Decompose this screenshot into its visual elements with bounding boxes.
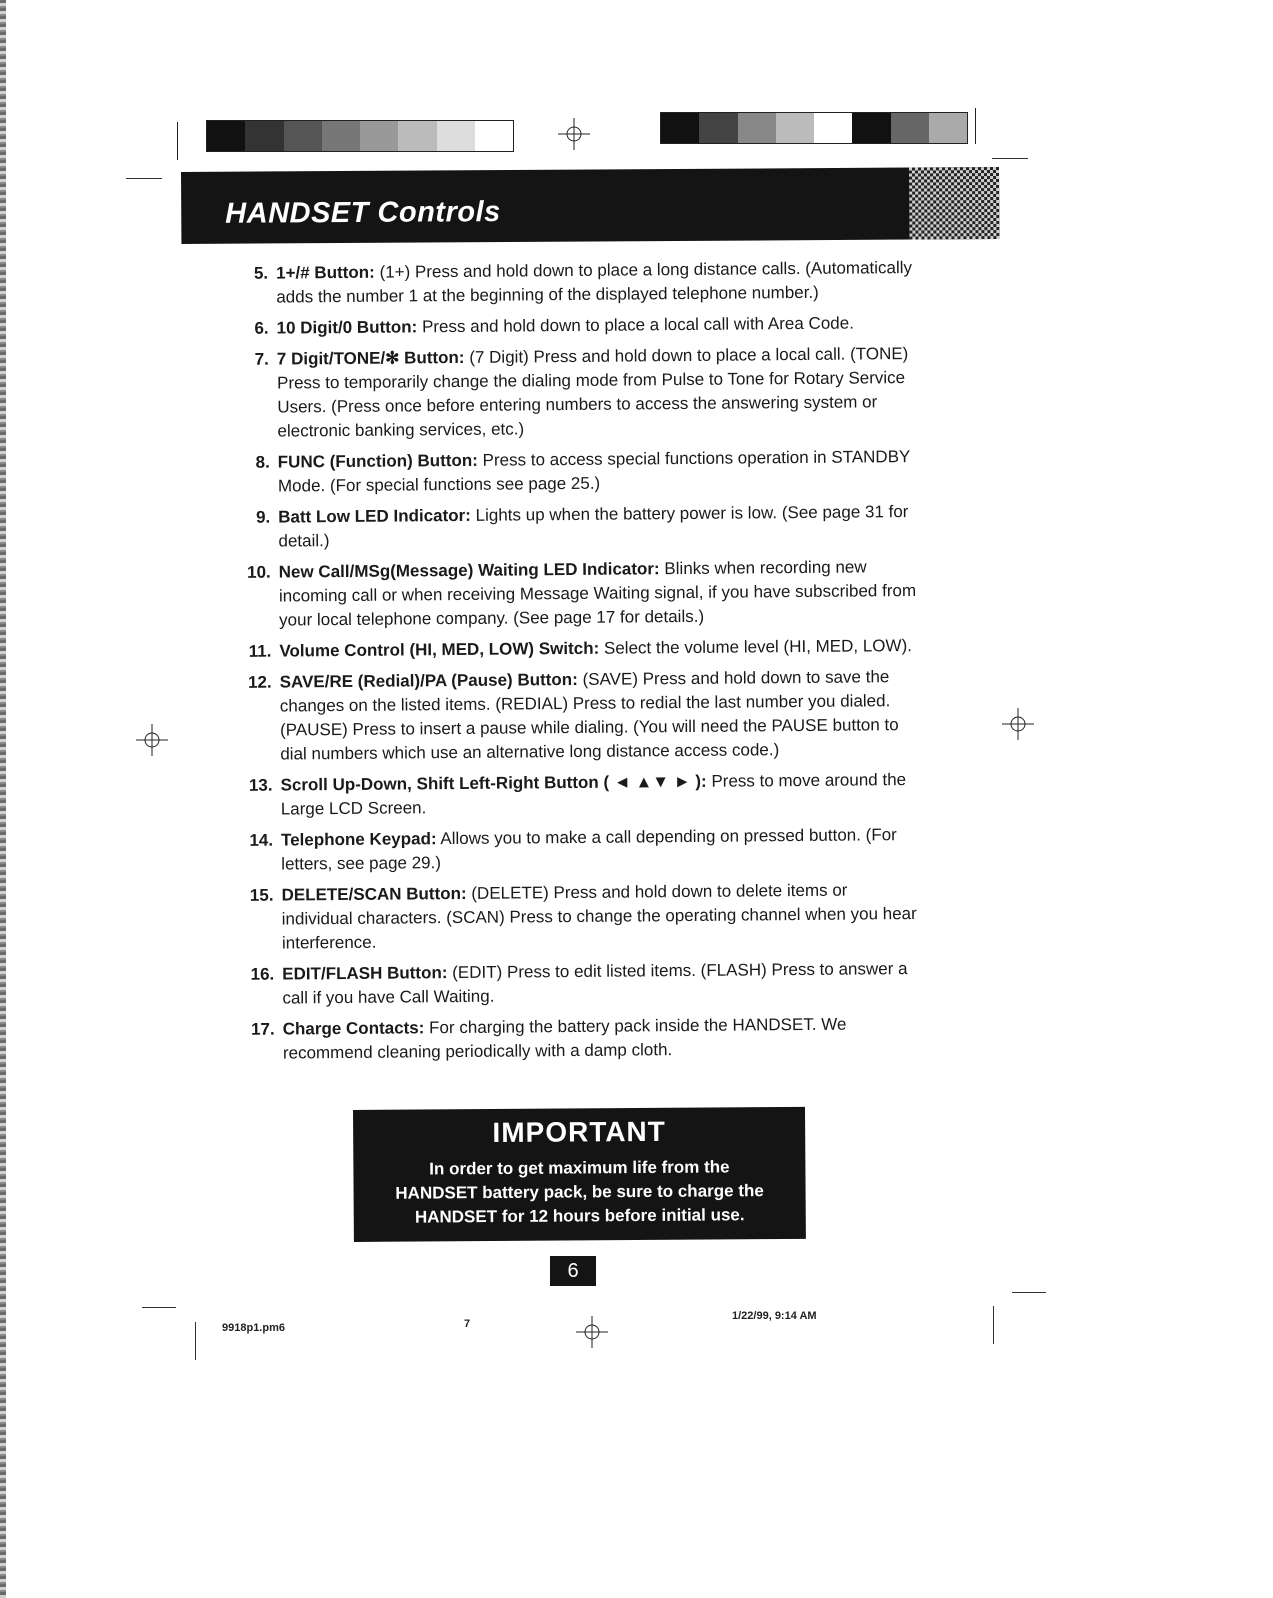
item-number: 13. <box>248 775 273 795</box>
crop-mark <box>142 1307 176 1308</box>
item-number: 6. <box>254 318 269 338</box>
footer-filename: 9918p1.pm6 <box>222 1322 285 1334</box>
crop-mark <box>1012 1292 1046 1293</box>
important-line: HANDSET battery pack, be sure to charge the <box>395 1181 764 1203</box>
item-title: 1+/# Button: <box>276 262 375 283</box>
item-number: 9. <box>255 507 271 527</box>
list-item <box>232 957 922 1011</box>
item-title: EDIT/FLASH Button: <box>282 963 448 984</box>
list-item <box>226 256 916 310</box>
item-number: 5. <box>253 263 269 283</box>
list-item <box>229 555 920 633</box>
crop-mark <box>177 122 178 160</box>
item-number: 14. <box>249 830 274 850</box>
item-title: Charge Contacts: <box>282 1018 425 1039</box>
important-line: HANDSET for 12 hours before initial use. <box>414 1205 745 1227</box>
item-number: 17. <box>250 1019 275 1039</box>
important-line: In order to get maximum life from the <box>429 1157 730 1179</box>
section-header <box>181 167 999 244</box>
item-text: (1+) Press and hold down to place a long distance calls. (Automatically adds the number 1 at the beginning of the displayed telephone number.) <box>276 258 913 307</box>
print-color-bar <box>660 112 968 144</box>
important-text <box>353 1155 805 1230</box>
item-text: (SAVE) Press and hold down to save the changes on the listed items. (REDIAL) Press to redial the last number you dialed. (PAUSE) Press to insert a pause while dialing. (You will need the PAUSE button to dial numbers which use an alternative long distance access code.) <box>279 667 899 764</box>
item-number: 16. <box>250 964 275 984</box>
crop-mark <box>975 108 976 144</box>
item-text: For charging the battery pack inside the HANDSET. We recommend cleaning periodically with a damp cloth. <box>282 1014 847 1063</box>
page-title: HANDSET Controls <box>225 196 501 230</box>
registration-target-icon <box>136 724 168 756</box>
important-notice <box>353 1107 806 1242</box>
list-item <box>226 311 916 341</box>
halftone-corner <box>909 167 999 240</box>
item-number: 12. <box>247 672 272 692</box>
item-number: 7. <box>254 349 269 369</box>
item-title: 7 Digit/TONE/✻ Button: <box>276 347 465 369</box>
item-title: 10 Digit/0 Button: <box>276 317 418 338</box>
page-number: 6 <box>550 1256 596 1286</box>
item-text: (EDIT) Press to edit listed items. (FLASH) Press to answer a call if you have Call Waiting. <box>282 959 908 1008</box>
footer-sheet-number: 7 <box>464 1318 471 1330</box>
registration-target-icon <box>1002 708 1034 740</box>
item-number: 15. <box>249 885 274 905</box>
list-item <box>228 445 918 499</box>
list-item <box>227 342 918 444</box>
list-item <box>231 823 921 877</box>
scan-edge-strip <box>0 0 6 1598</box>
list-item <box>229 634 919 664</box>
list-item <box>230 665 921 767</box>
list-item <box>233 1012 923 1066</box>
item-text: Lights up when the battery power is low. (See page 31 for detail.) <box>278 502 909 551</box>
crop-mark <box>992 158 1028 159</box>
item-title: Volume Control (HI, MED, LOW) Switch: <box>279 638 600 661</box>
list-item <box>230 768 920 822</box>
controls-list <box>226 256 923 1073</box>
item-text: Allows you to make a call depending on pressed button. (For letters, see page 29.) <box>281 825 897 874</box>
item-text: Select the volume level (HI, MED, LOW). <box>599 636 913 658</box>
item-title: SAVE/RE (Redial)/PA (Pause) Button: <box>279 669 578 692</box>
crop-mark <box>993 1306 994 1344</box>
crop-mark <box>126 178 162 179</box>
item-number: 10. <box>246 562 271 582</box>
item-text: Press to access special functions operation in STANDBY Mode. (For special functions see page 25.) <box>277 447 911 496</box>
item-number: 11. <box>248 641 272 661</box>
list-item <box>228 500 918 554</box>
important-heading: IMPORTANT <box>492 1115 666 1149</box>
item-text: (DELETE) Press and hold down to delete items or individual characters. (SCAN) Press to change the operating channel when you hear interference. <box>281 880 917 953</box>
item-text: Blinks when recording new incoming call or when receiving Message Waiting signal, if you have subscribed from your local telephone company. (See page 17 for details.) <box>278 557 917 630</box>
item-text: (7 Digit) Press and hold down to place a local call. (TONE) Press to temporarily change the dialing mode from Pulse to Tone for Rotary Service Users. (Press once before entering numbers to access the answering system or electronic banking services, etc.) <box>276 344 909 441</box>
item-title: FUNC (Function) Button: <box>277 450 478 472</box>
item-title: Batt Low LED Indicator: <box>278 505 471 527</box>
footer-timestamp: 1/22/99, 9:14 AM <box>732 1310 817 1322</box>
item-title: New Call/MSg(Message) Waiting LED Indicator: <box>278 559 660 582</box>
item-text: Press and hold down to place a local call with Area Code. <box>417 313 854 337</box>
registration-target-icon <box>576 1316 608 1348</box>
print-color-bar <box>206 120 514 152</box>
list-item <box>231 878 922 956</box>
item-number: 8. <box>255 452 270 472</box>
crop-mark <box>195 1322 196 1360</box>
registration-target-icon <box>558 118 590 150</box>
item-text: Press to move around the Large LCD Screen. <box>280 770 907 819</box>
item-title: Scroll Up-Down, Shift Left-Right Button ( ◄ ▲▼ ► ): <box>280 771 707 795</box>
item-title: Telephone Keypad: <box>280 829 437 850</box>
item-title: DELETE/SCAN Button: <box>281 883 467 905</box>
